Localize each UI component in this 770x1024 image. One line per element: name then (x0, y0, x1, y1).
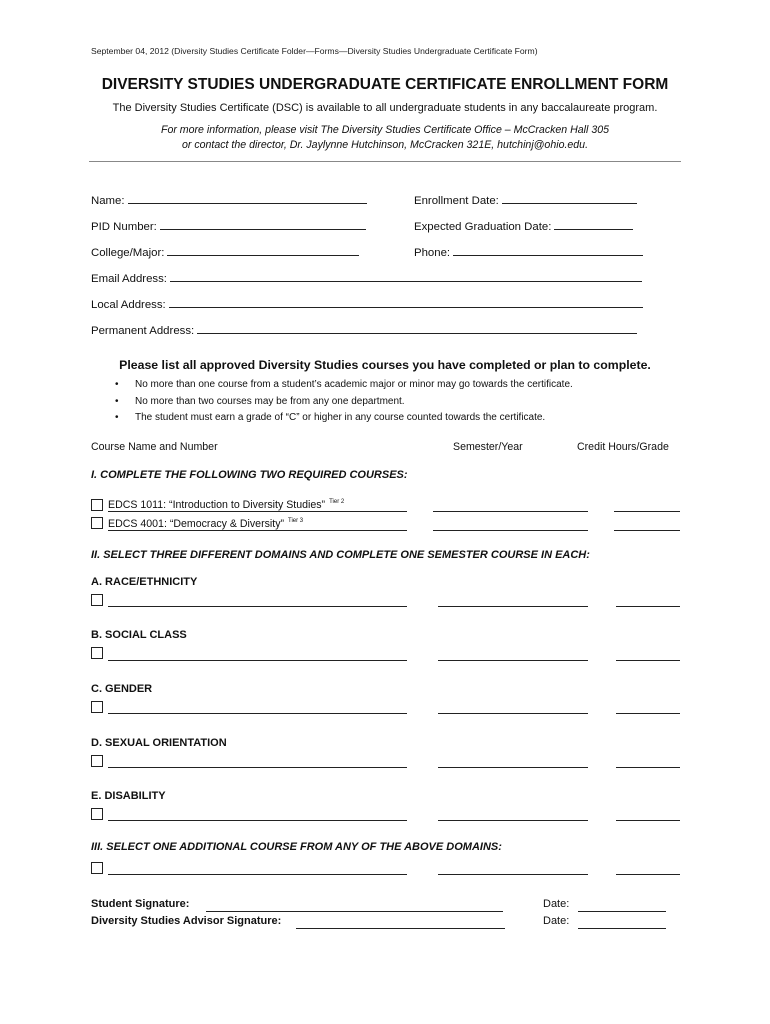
domain-social-class: B. SOCIAL CLASS (91, 629, 187, 641)
edcs-4001-course-line[interactable] (108, 530, 407, 531)
contact-info (0, 123, 770, 153)
permanent-address-field[interactable] (91, 321, 637, 337)
additional-course-checkbox[interactable] (91, 862, 103, 874)
course-instruction: Please list all approved Diversity Studies courses you have completed or plan to complete. (119, 358, 651, 372)
gender-course-line[interactable] (108, 713, 407, 714)
race-ethnicity-course-line[interactable] (108, 606, 407, 607)
form-title: DIVERSITY STUDIES UNDERGRADUATE CERTIFICATE ENROLLMENT FORM (101, 76, 669, 93)
pid-field[interactable] (91, 217, 366, 233)
edcs-4001-credit-line[interactable] (614, 530, 680, 531)
header-divider (89, 161, 681, 162)
advisor-signature-label: Diversity Studies Advisor Signature: (91, 915, 282, 927)
college-major-input-line[interactable] (167, 243, 359, 256)
tier-2-marker: Tier 2 (329, 499, 345, 506)
column-header-semester: Semester/Year (453, 441, 523, 453)
section-required-heading: I. COMPLETE THE FOLLOWING TWO REQUIRED COURSES: (91, 469, 408, 481)
header-note: September 04, 2012 (Diversity Studies Certificate Folder—Forms—Diversity Studies Undergraduate Certificate Form) (91, 46, 538, 56)
edcs-1011-checkbox[interactable] (91, 499, 103, 511)
advisor-date-label: Date: (543, 915, 570, 927)
local-address-input-line[interactable] (169, 295, 643, 308)
expected-graduation-label: Expected Graduation Date: (414, 221, 552, 233)
domain-race-ethnicity: A. RACE/ETHNICITY (91, 576, 198, 588)
name-label: Name: (91, 195, 125, 207)
edcs-4001-checkbox[interactable] (91, 517, 103, 529)
gender-credit-line[interactable] (616, 713, 680, 714)
enrollment-date-field[interactable] (414, 191, 637, 207)
disability-credit-line[interactable] (616, 820, 680, 821)
edcs-1011-course (108, 499, 344, 511)
rule-item: • No more than two courses may be from any one department. (110, 394, 573, 411)
rules-list (110, 377, 573, 427)
disability-checkbox[interactable] (91, 808, 103, 820)
advisor-date-line[interactable] (578, 928, 666, 929)
student-signature-line[interactable] (206, 911, 503, 912)
enrollment-date-input-line[interactable] (502, 191, 637, 204)
student-date-label: Date: (543, 898, 570, 910)
email-input-line[interactable] (170, 269, 642, 282)
column-header-course: Course Name and Number (91, 441, 218, 453)
disability-semester-line[interactable] (438, 820, 588, 821)
permanent-address-label: Permanent Address: (91, 325, 195, 337)
edcs-1011-course-line[interactable] (108, 511, 407, 512)
section-additional-heading: III. SELECT ONE ADDITIONAL COURSE FROM ANY OF THE ABOVE DOMAINS: (91, 841, 502, 853)
domain-gender: C. GENDER (91, 683, 153, 695)
intro-text: The Diversity Studies Certificate (DSC) is available to all undergraduate students in any baccalaureate program. (112, 102, 658, 114)
edcs-4001-course (108, 518, 303, 530)
gender-semester-line[interactable] (438, 713, 588, 714)
enrollment-date-label: Enrollment Date: (414, 195, 499, 207)
phone-input-line[interactable] (453, 243, 643, 256)
name-input-line[interactable] (128, 191, 367, 204)
tier-3-marker: Tier 3 (288, 518, 304, 525)
additional-course-line[interactable] (108, 874, 407, 875)
domain-sexual-orientation: D. SEXUAL ORIENTATION (91, 737, 227, 749)
permanent-address-input-line[interactable] (197, 321, 637, 334)
email-field[interactable] (91, 269, 642, 285)
expected-graduation-input-line[interactable] (554, 217, 633, 230)
advisor-signature-line[interactable] (296, 928, 505, 929)
column-header-credit: Credit Hours/Grade (577, 441, 669, 453)
sexual-orientation-credit-line[interactable] (616, 767, 680, 768)
expected-graduation-field[interactable] (414, 217, 633, 233)
section-domains-heading: II. SELECT THREE DIFFERENT DOMAINS AND COMPLETE ONE SEMESTER COURSE IN EACH: (91, 549, 590, 561)
social-class-semester-line[interactable] (438, 660, 588, 661)
local-address-field[interactable] (91, 295, 643, 311)
rule-item: • No more than one course from a student’s academic major or minor may go towards the certificate. (110, 377, 573, 394)
sexual-orientation-course-line[interactable] (108, 767, 407, 768)
student-date-line[interactable] (578, 911, 666, 912)
college-major-field[interactable] (91, 243, 359, 259)
phone-label: Phone: (414, 247, 451, 259)
sexual-orientation-checkbox[interactable] (91, 755, 103, 767)
contact-info-line-2: or contact the director, Dr. Jaylynne Hutchinson, McCracken 321E, hutchinj@ohio.edu. (181, 139, 589, 151)
additional-credit-line[interactable] (616, 874, 680, 875)
domain-disability: E. DISABILITY (91, 790, 166, 802)
sexual-orientation-semester-line[interactable] (438, 767, 588, 768)
local-address-label: Local Address: (91, 299, 166, 311)
social-class-credit-line[interactable] (616, 660, 680, 661)
social-class-course-line[interactable] (108, 660, 407, 661)
edcs-1011-label: EDCS 1011: “Introduction to Diversity Studies” (108, 499, 326, 511)
edcs-1011-credit-line[interactable] (614, 511, 680, 512)
rule-item: • The student must earn a grade of “C” or higher in any course counted towards the certificate. (110, 410, 573, 427)
race-ethnicity-credit-line[interactable] (616, 606, 680, 607)
student-signature-label: Student Signature: (91, 898, 190, 910)
edcs-1011-semester-line[interactable] (433, 511, 588, 512)
race-ethnicity-semester-line[interactable] (438, 606, 588, 607)
social-class-checkbox[interactable] (91, 647, 103, 659)
edcs-4001-label: EDCS 4001: “Democracy & Diversity” (108, 518, 285, 530)
pid-input-line[interactable] (160, 217, 366, 230)
edcs-4001-semester-line[interactable] (433, 530, 588, 531)
college-major-label: College/Major: (91, 247, 165, 259)
additional-semester-line[interactable] (438, 874, 588, 875)
phone-field[interactable] (414, 243, 643, 259)
contact-info-line-1: For more information, please visit The Diversity Studies Certificate Office – McCracken Hall 305 (160, 124, 610, 136)
gender-checkbox[interactable] (91, 701, 103, 713)
email-label: Email Address: (91, 273, 167, 285)
disability-course-line[interactable] (108, 820, 407, 821)
race-ethnicity-checkbox[interactable] (91, 594, 103, 606)
pid-label: PID Number: (91, 221, 157, 233)
name-field[interactable] (91, 191, 367, 207)
